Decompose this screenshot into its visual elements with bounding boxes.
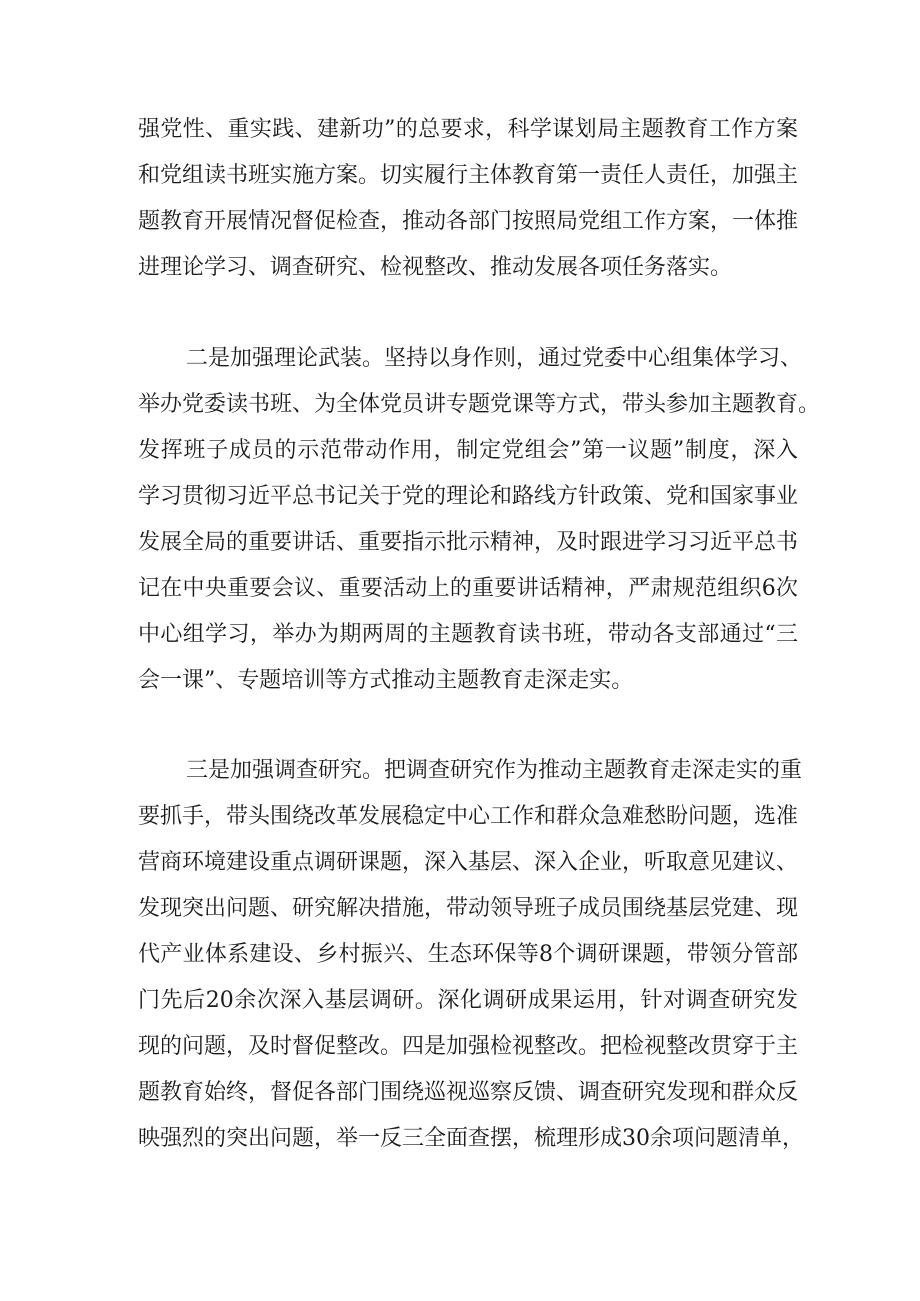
text-line: 会一课”、专题培训等方式推动主题教育走深走实。 (138, 668, 634, 693)
text-line: 代产业体系建设、乡村振兴、生态环保等8个调研课题，带领分管部 (138, 942, 798, 967)
text-line: 发现突出问题、研究解决措施，带动领导班子成员围绕基层党建、现 (138, 896, 799, 921)
text-line: 映强烈的突出问题，举一反三全面查摆，梳理形成30余项问题清单， (138, 1126, 804, 1151)
text-line: 二是加强理论武装。坚持以身作则，通过党委中心组集体学习、 (186, 346, 803, 371)
text-line: 营商环境建设重点调研课题，深入基层、深入企业，听取意见建议、 (138, 850, 799, 875)
text-line: 和党组读书班实施方案。切实履行主体教育第一责任人责任，加强主 (138, 163, 799, 188)
text-line: 现的问题，及时督促整改。四是加强检视整改。把检视整改贯穿于主 (138, 1034, 799, 1059)
text-line: 学习贯彻习近平总书记关于党的理论和路线方针政策、党和国家事业 (138, 484, 799, 509)
text-line: 强党性、重实践、建新功”的总要求，科学谋划局主题教育工作方案 (138, 117, 798, 142)
text-line: 要抓手，带头围绕改革发展稳定中心工作和群众急难愁盼问题，选准 (138, 804, 799, 829)
text-line: 中心组学习，举办为期两周的主题教育读书班，带动各支部通过“三 (138, 622, 798, 647)
text-line: 进理论学习、调查研究、检视整改、推动发展各项任务落实。 (138, 255, 733, 280)
text-line: 三是加强调查研究。把调查研究作为推动主题教育走深走实的重 (186, 758, 803, 783)
text-line: 记在中央重要会议、重要活动上的重要讲话精神，严肃规范组织6次 (138, 576, 798, 601)
text-line: 举办党委读书班、为全体党员讲专题党课等方式，带头参加主题教育。 (138, 392, 821, 417)
text-line: 题教育开展情况督促检查，推动各部门按照局党组工作方案，一体推 (138, 209, 799, 234)
text-line: 发展全局的重要讲话、重要指示批示精神，及时跟进学习习近平总书 (138, 530, 799, 555)
text-line: 题教育始终，督促各部门围绕巡视巡察反馈、调查研究发现和群众反 (138, 1080, 799, 1105)
text-line: 发挥班子成员的示范带动作用，制定党组会”第一议题”制度，深入 (138, 438, 798, 463)
text-line: 门先后20余次深入基层调研。深化调研成果运用，针对调查研究发 (138, 988, 798, 1013)
